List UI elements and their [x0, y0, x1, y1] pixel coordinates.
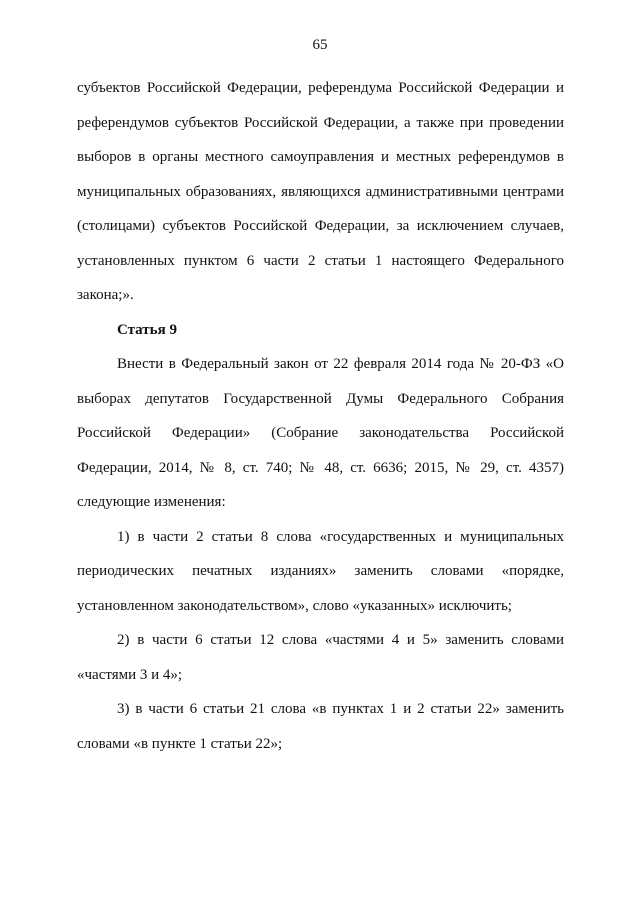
article-intro-paragraph: Внести в Федеральный закон от 22 февраля 2014 года № 20-ФЗ «О выборах депутатов Государственной Думы Федерального Собрания Российской Федерации» (Собрание законодательства Российской Федерации, 2014, № 8, ст. 740; № 48, ст. 6636; 2015, № 29, ст. 4357) следующие изменения: [77, 356, 564, 510]
document-body [77, 71, 564, 761]
page-number: 65 [312, 37, 328, 53]
amendment-item-3: 3) в части 6 статьи 21 слова «в пунктах 1 и 2 статьи 22» заменить словами «в пункте 1 статьи 22»; [77, 701, 564, 752]
article-heading: Статья 9 [117, 321, 177, 338]
amendment-item-2: 2) в части 6 статьи 12 слова «частями 4 и 5» заменить словами «частями 3 и 4»; [77, 632, 564, 683]
continuation-paragraph: субъектов Российской Федерации, референдума Российской Федерации и референдумов субъектов Российской Федерации, а также при проведении выборов в органы местного самоуправления и местных референдумов в муниципальных образованиях, являющихся административными центрами (столицами) субъектов Российской Федерации, за исключением случаев, установленных пунктом 6 части 2 статьи 1 настоящего Федерального закона;». [77, 80, 564, 303]
amendment-item-1: 1) в части 2 статьи 8 слова «государственных и муниципальных периодических печатных изданиях» заменить словами «порядке, установленном законодательством», слово «указанных» исключить; [77, 528, 564, 614]
